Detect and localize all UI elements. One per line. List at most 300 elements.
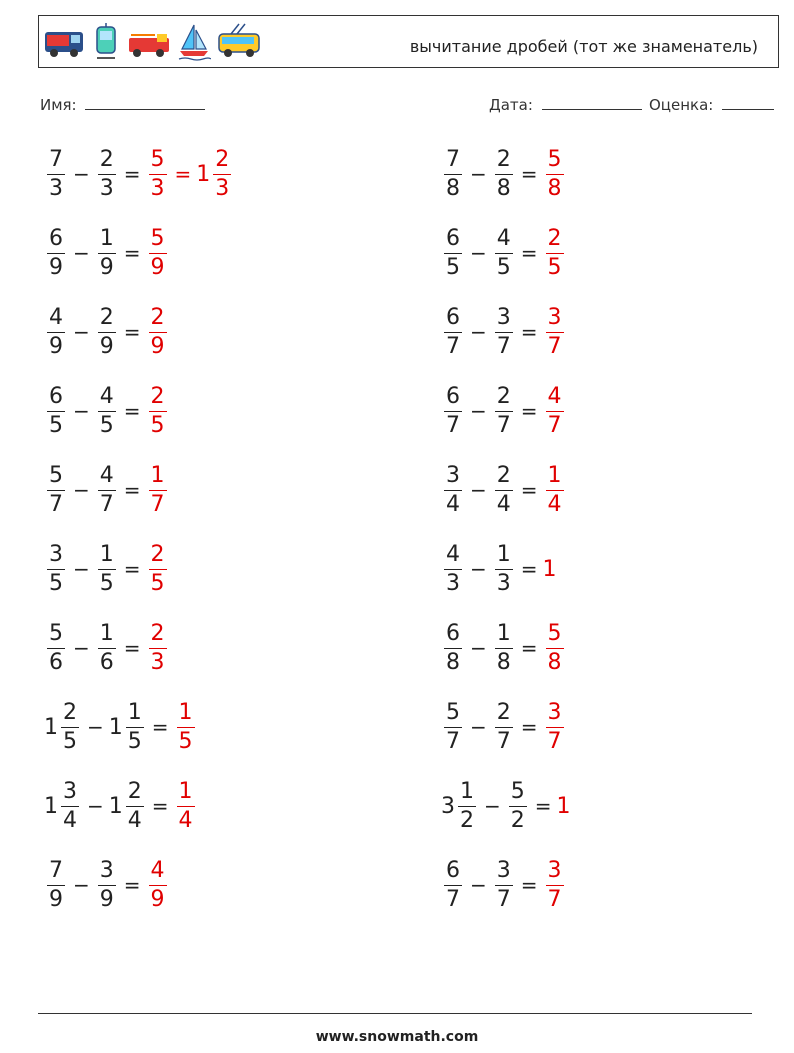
subtrahend-fraction [98, 462, 116, 517]
answer [146, 225, 170, 280]
minuend-fraction [47, 304, 65, 359]
answer-value [174, 778, 198, 833]
subtrahend [492, 541, 516, 596]
subtrahend-numerator: 2 [127, 778, 142, 804]
minuend-denominator: 3 [49, 175, 63, 201]
minuend-fraction [47, 225, 65, 280]
answer-mixed-numerator: 2 [215, 146, 230, 172]
subtrahend [492, 699, 516, 754]
answer [146, 620, 170, 675]
answer-value [146, 857, 170, 912]
answer-value-fraction [177, 699, 195, 754]
answer-value [543, 304, 567, 359]
answer-mixed-fraction-bar [213, 174, 231, 175]
score-field[interactable] [649, 96, 774, 114]
problem-5 [44, 460, 170, 520]
answer-value-numerator: 3 [547, 699, 562, 725]
answer [543, 557, 557, 582]
minuend-numerator: 3 [49, 541, 63, 567]
minuend-denominator: 6 [49, 649, 63, 675]
minuend-fraction [61, 778, 79, 833]
answer-value-fraction-bar [546, 648, 564, 649]
subtrahend-fraction-bar [98, 490, 116, 491]
minuend-numerator: 6 [446, 304, 460, 330]
problem-11 [441, 144, 567, 204]
answer-value [543, 146, 567, 201]
answer-value-denominator: 7 [150, 491, 165, 517]
subtrahend [95, 225, 119, 280]
minus-sign: − [73, 557, 90, 581]
minuend-fraction-bar [444, 490, 462, 491]
answer-value-fraction-bar [546, 411, 564, 412]
subtrahend-numerator: 1 [99, 225, 114, 251]
minuend-numerator: 6 [446, 383, 460, 409]
problem-16 [441, 539, 557, 599]
answer-value-fraction-bar [177, 727, 195, 728]
subtrahend [95, 304, 119, 359]
minuend-fraction-bar [444, 648, 462, 649]
subtrahend [492, 857, 516, 912]
minus-sign: − [470, 241, 487, 265]
problem-20 [441, 855, 567, 915]
minuend-numerator: 5 [49, 620, 63, 646]
date-blank[interactable] [542, 98, 642, 110]
minuend-denominator: 7 [446, 412, 460, 438]
subtrahend-denominator: 8 [496, 175, 511, 201]
answer-value-denominator: 8 [547, 175, 562, 201]
problem-6 [44, 539, 170, 599]
answer-value-denominator: 9 [150, 254, 165, 280]
subtrahend-numerator: 2 [496, 699, 511, 725]
subtrahend-fraction [495, 383, 513, 438]
answer-value-numerator: 3 [547, 304, 562, 330]
minus-sign: − [470, 162, 487, 186]
minuend [441, 146, 465, 201]
subtrahend [95, 462, 119, 517]
minuend-denominator: 5 [446, 254, 460, 280]
minus-sign: − [470, 636, 487, 660]
footer-divider [38, 1013, 752, 1014]
subtrahend-fraction-bar [126, 806, 144, 807]
subtrahend-denominator: 8 [496, 649, 511, 675]
minuend [441, 541, 465, 596]
minuend-numerator: 6 [446, 225, 460, 251]
subtrahend-fraction-bar [495, 411, 513, 412]
answer-value [146, 541, 170, 596]
minuend [44, 146, 68, 201]
minuend-denominator: 4 [446, 491, 460, 517]
problem-19 [441, 776, 571, 836]
answer-value-denominator: 8 [547, 649, 562, 675]
subtrahend-denominator: 4 [496, 491, 511, 517]
worksheet-title: вычитание дробей (тот же знаменатель) [409, 37, 758, 56]
minuend-whole: 3 [441, 793, 455, 819]
equals-sign: = [123, 241, 141, 265]
answer-value [146, 146, 170, 201]
answer-value-denominator: 3 [150, 175, 165, 201]
answer-value-numerator: 2 [150, 383, 165, 409]
answer [543, 225, 567, 280]
minuend-fraction-bar [444, 569, 462, 570]
answer-value-fraction [546, 620, 564, 675]
minuend-fraction-bar [47, 253, 65, 254]
equals-sign: = [123, 320, 141, 344]
subtrahend-fraction [495, 541, 513, 596]
name-blank[interactable] [85, 98, 205, 110]
subtrahend-numerator: 3 [99, 857, 114, 883]
subtrahend-fraction [98, 857, 116, 912]
minuend-numerator: 5 [49, 462, 63, 488]
answer-value-numerator: 1 [178, 699, 193, 725]
minuend-numerator: 7 [49, 857, 63, 883]
minus-sign: − [470, 873, 487, 897]
minuend-fraction [47, 541, 65, 596]
minuend-fraction-bar [444, 174, 462, 175]
subtrahend-numerator: 4 [99, 383, 114, 409]
minuend-fraction-bar [444, 885, 462, 886]
subtrahend-fraction [495, 620, 513, 675]
minuend [44, 225, 68, 280]
answer-value-fraction [546, 225, 564, 280]
subtrahend-denominator: 7 [496, 886, 511, 912]
minus-sign: − [73, 478, 90, 502]
subtrahend-denominator: 7 [496, 728, 511, 754]
answer-value-denominator: 7 [547, 886, 562, 912]
answer-value-numerator: 2 [150, 304, 165, 330]
minuend [441, 304, 465, 359]
minuend-fraction-bar [47, 174, 65, 175]
minus-sign: − [73, 636, 90, 660]
equals-sign: = [520, 399, 538, 423]
subtrahend [492, 462, 516, 517]
equals-sign: = [123, 478, 141, 502]
header-icons [43, 22, 261, 62]
answer-value-denominator: 5 [150, 570, 165, 596]
minuend-denominator: 9 [49, 886, 63, 912]
minuend-fraction [444, 699, 462, 754]
minuend [441, 462, 465, 517]
subtrahend [492, 620, 516, 675]
subtrahend-denominator: 9 [99, 333, 114, 359]
answer-value-fraction-bar [149, 411, 167, 412]
subtrahend-denominator: 2 [510, 807, 525, 833]
answer [543, 383, 567, 438]
answer-value-denominator: 9 [150, 333, 165, 359]
subtrahend [492, 146, 516, 201]
equals-sign: = [123, 636, 141, 660]
answer-value-whole: 1 [542, 556, 557, 582]
answer-value [543, 225, 567, 280]
equals-sign: = [123, 162, 141, 186]
answer-value-whole: 1 [556, 793, 571, 819]
subtrahend-denominator: 3 [496, 570, 511, 596]
minuend-fraction [444, 304, 462, 359]
answer-value-numerator: 1 [150, 462, 165, 488]
answer-value [543, 857, 567, 912]
minuend-fraction [47, 383, 65, 438]
subtrahend-fraction [126, 778, 144, 833]
tram-icon [91, 22, 121, 62]
subtrahend-fraction [495, 857, 513, 912]
minuend-denominator: 7 [446, 728, 460, 754]
answer-equals-sign: = [174, 162, 192, 186]
subtrahend-fraction [495, 225, 513, 280]
subtrahend-denominator: 9 [99, 886, 114, 912]
date-label: Дата: [489, 96, 533, 114]
minuend-denominator: 4 [63, 807, 77, 833]
minuend-numerator: 5 [446, 699, 460, 725]
answer-value-numerator: 4 [547, 383, 562, 409]
subtrahend [108, 778, 147, 833]
subtrahend-denominator: 5 [99, 570, 114, 596]
problem-10 [44, 855, 170, 915]
answer-value [146, 620, 170, 675]
minuend-numerator: 6 [49, 383, 63, 409]
minuend-fraction-bar [444, 332, 462, 333]
name-label: Имя: [40, 96, 77, 114]
minus-sign: − [87, 715, 104, 739]
camper-van-icon [43, 22, 85, 62]
problem-14 [441, 381, 567, 441]
minuend-fraction-bar [47, 885, 65, 886]
subtrahend-fraction [98, 620, 116, 675]
answer-value-denominator: 4 [547, 491, 562, 517]
answer-value-fraction [546, 383, 564, 438]
subtrahend-fraction-bar [495, 885, 513, 886]
minuend-fraction [47, 462, 65, 517]
subtrahend-fraction-bar [495, 253, 513, 254]
minuend-fraction [47, 857, 65, 912]
subtrahend-fraction-bar [98, 648, 116, 649]
answer-value-denominator: 4 [178, 807, 193, 833]
subtrahend-fraction [495, 462, 513, 517]
minuend-numerator: 2 [63, 699, 77, 725]
answer [543, 304, 567, 359]
date-field[interactable] [489, 96, 642, 114]
answer-value [146, 225, 170, 280]
answer-value-fraction-bar [546, 727, 564, 728]
minuend-denominator: 5 [49, 570, 63, 596]
subtrahend [492, 304, 516, 359]
minus-sign: − [87, 794, 104, 818]
minus-sign: − [470, 320, 487, 344]
minuend-denominator: 9 [49, 333, 63, 359]
minuend-denominator: 8 [446, 175, 460, 201]
equals-sign: = [520, 162, 538, 186]
answer-value-fraction [149, 541, 167, 596]
problem-2 [44, 223, 170, 283]
minuend [44, 778, 82, 833]
subtrahend-numerator: 2 [99, 146, 114, 172]
minus-sign: − [73, 241, 90, 265]
answer-value-fraction-bar [546, 490, 564, 491]
minuend-numerator: 6 [446, 857, 460, 883]
answer [146, 462, 170, 517]
subtrahend-fraction [98, 541, 116, 596]
minuend-fraction-bar [47, 411, 65, 412]
subtrahend-denominator: 7 [496, 333, 511, 359]
subtrahend-numerator: 1 [496, 620, 511, 646]
answer [543, 146, 567, 201]
subtrahend-fraction [98, 225, 116, 280]
equals-sign: = [520, 636, 538, 660]
equals-sign: = [123, 399, 141, 423]
problem-13 [441, 302, 567, 362]
subtrahend [492, 225, 516, 280]
minus-sign: − [470, 715, 487, 739]
name-field[interactable] [40, 96, 205, 114]
subtrahend-denominator: 4 [127, 807, 142, 833]
answer-value-fraction-bar [149, 174, 167, 175]
subtrahend-numerator: 2 [496, 146, 511, 172]
equals-sign: = [520, 557, 538, 581]
minuend-denominator: 3 [446, 570, 460, 596]
minuend-fraction-bar [47, 332, 65, 333]
answer-value [543, 620, 567, 675]
trolleybus-icon [217, 22, 261, 62]
answer-value-numerator: 5 [547, 620, 562, 646]
answer [174, 778, 198, 833]
subtrahend-numerator: 1 [127, 699, 142, 725]
minuend [44, 462, 68, 517]
problem-15 [441, 460, 567, 520]
subtrahend-denominator: 5 [127, 728, 142, 754]
answer-value-numerator: 1 [547, 462, 562, 488]
subtrahend [95, 541, 119, 596]
answer-value-denominator: 9 [150, 886, 165, 912]
subtrahend-numerator: 4 [496, 225, 511, 251]
answer-value-fraction-bar [149, 332, 167, 333]
minuend-fraction [47, 620, 65, 675]
subtrahend-numerator: 2 [496, 462, 511, 488]
answer [543, 620, 567, 675]
subtrahend-numerator: 3 [496, 304, 511, 330]
answer-value-denominator: 3 [150, 649, 165, 675]
subtrahend [95, 620, 119, 675]
minuend-fraction [444, 620, 462, 675]
answer-value-fraction-bar [177, 806, 195, 807]
answer-value-numerator: 5 [150, 225, 165, 251]
minuend-fraction-bar [444, 411, 462, 412]
equals-sign: = [534, 794, 552, 818]
subtrahend-denominator: 6 [99, 649, 114, 675]
minuend-fraction [444, 857, 462, 912]
answer-value-fraction-bar [149, 885, 167, 886]
answer-value [557, 794, 571, 819]
answer-value-fraction-bar [546, 332, 564, 333]
equals-sign: = [520, 873, 538, 897]
answer-value-numerator: 2 [150, 620, 165, 646]
answer [543, 462, 567, 517]
answer-value-denominator: 7 [547, 412, 562, 438]
subtrahend-fraction [495, 699, 513, 754]
subtrahend [108, 699, 147, 754]
minuend-fraction-bar [47, 569, 65, 570]
subtrahend-whole: 1 [108, 793, 123, 819]
answer-value-numerator: 5 [547, 146, 562, 172]
minuend-numerator: 7 [446, 146, 460, 172]
minuend-fraction [444, 225, 462, 280]
score-blank[interactable] [722, 98, 774, 110]
subtrahend-fraction [98, 304, 116, 359]
subtrahend-numerator: 3 [496, 857, 511, 883]
answer-value [146, 304, 170, 359]
answer [174, 699, 198, 754]
minuend [441, 225, 465, 280]
answer-value-numerator: 3 [547, 857, 562, 883]
problem-7 [44, 618, 170, 678]
subtrahend [95, 146, 119, 201]
minuend-fraction-bar [61, 727, 79, 728]
subtrahend-fraction [98, 383, 116, 438]
subtrahend-fraction-bar [98, 411, 116, 412]
answer-value-fraction [149, 225, 167, 280]
minus-sign: − [73, 399, 90, 423]
answer-value-fraction [149, 304, 167, 359]
minuend-denominator: 5 [63, 728, 77, 754]
answer-value-fraction-bar [149, 253, 167, 254]
subtrahend-numerator: 5 [510, 778, 525, 804]
minuend-fraction [458, 778, 476, 833]
minuend-denominator: 7 [446, 333, 460, 359]
minuend-fraction [444, 146, 462, 201]
minuend [44, 304, 68, 359]
answer-value-fraction [149, 383, 167, 438]
answer [146, 146, 235, 201]
equals-sign: = [520, 715, 538, 739]
problem-3 [44, 302, 170, 362]
answer [146, 541, 170, 596]
minus-sign: − [73, 320, 90, 344]
subtrahend-fraction-bar [509, 806, 527, 807]
minuend-denominator: 9 [49, 254, 63, 280]
answer-value-fraction [149, 857, 167, 912]
problem-18 [441, 697, 567, 757]
answer-value [543, 462, 567, 517]
footer-url: www.snowmath.com [315, 1029, 479, 1045]
subtrahend [95, 857, 119, 912]
answer [146, 857, 170, 912]
subtrahend-fraction-bar [98, 885, 116, 886]
minus-sign: − [73, 873, 90, 897]
problem-12 [441, 223, 567, 283]
subtrahend-fraction-bar [495, 490, 513, 491]
answer-value-fraction [149, 146, 167, 201]
subtrahend-fraction-bar [98, 569, 116, 570]
answer-value-fraction-bar [546, 174, 564, 175]
answer-value-denominator: 5 [150, 412, 165, 438]
answer-mixed-fraction [213, 146, 231, 201]
equals-sign: = [123, 873, 141, 897]
answer-value [146, 462, 170, 517]
subtrahend-denominator: 7 [496, 412, 511, 438]
minuend [441, 383, 465, 438]
subtrahend-fraction-bar [98, 332, 116, 333]
minuend-fraction [61, 699, 79, 754]
minuend-fraction [47, 146, 65, 201]
equals-sign: = [520, 241, 538, 265]
minus-sign: − [73, 162, 90, 186]
answer-mixed [196, 146, 234, 201]
subtrahend-denominator: 5 [496, 254, 511, 280]
minuend-fraction-bar [47, 648, 65, 649]
subtrahend-fraction-bar [98, 174, 116, 175]
answer-value [174, 699, 198, 754]
minuend-fraction-bar [444, 253, 462, 254]
minuend [44, 541, 68, 596]
minuend-fraction [444, 541, 462, 596]
minuend [44, 857, 68, 912]
